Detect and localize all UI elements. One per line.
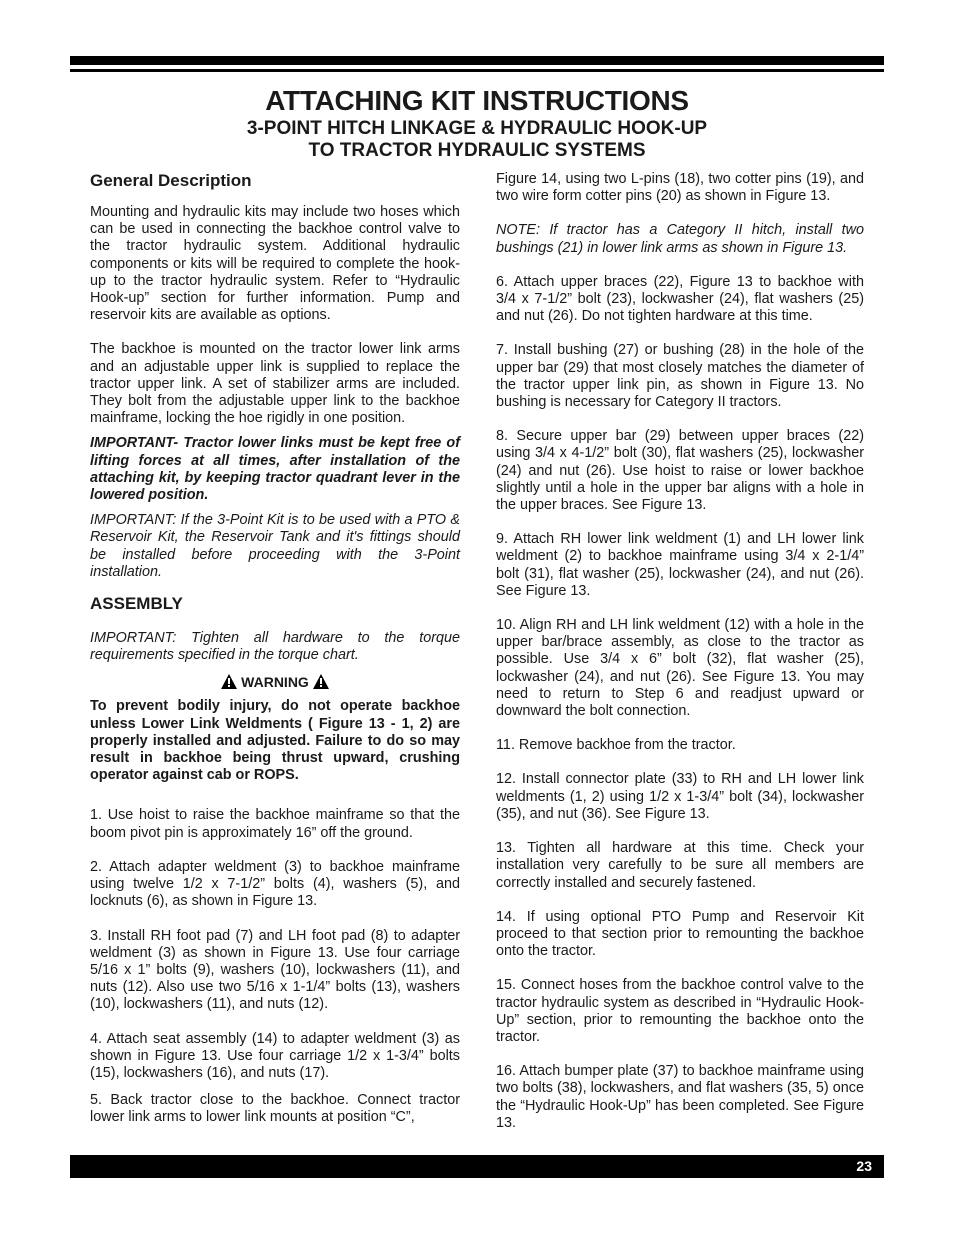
important-lower-links: IMPORTANT- Tractor lower links must be kept free of lifting forces at all times, after installation of the attaching kit, by keeping tractor quadrant lever in the lowered position. (90, 435, 460, 504)
step-12: 12. Install connector plate (33) to RH and LH lower link weldments (1, 2) using 1/2 x 1-3/4” bolt (34), lockwasher (35), and nut (36). See Figure 13. (496, 771, 864, 822)
step-4: 4. Attach seat assembly (14) to adapter weldment (3) as shown in Figure 13. Use four carriage 1/2 x 1-3/4” bolts (15), lockwashers (16), and nuts (17). (90, 1030, 460, 1081)
important-pto-kit: IMPORTANT: If the 3-Point Kit is to be used with a PTO & Reservoir Kit, the Reservoir Tank and it's fittings should be installed before proceeding with the 3-Point installation. (90, 512, 460, 580)
step-10: 10. Align RH and LH link weldment (12) with a hole in the upper bar/brace assembly, as close to the tractor as possible. Use 3/4 x 6” bolt (32), flat washer (25), lockwasher (24), and nut (26). See Figure 13. You may need to return to Step 6 and readjust upward or downward the bolt connection. (496, 617, 864, 720)
step-1: 1. Use hoist to raise the backhoe mainframe so that the boom pivot pin is approximately 16” off the ground. (90, 807, 460, 841)
step-14: 14. If using optional PTO Pump and Reservoir Kit proceed to that section prior to remounting the backhoe onto the tractor. (496, 908, 864, 960)
important-torque: IMPORTANT: Tighten all hardware to the torque requirements specified in the torque chart. (90, 630, 460, 664)
assembly-heading: ASSEMBLY (90, 594, 183, 614)
paragraph-hoses: Mounting and hydraulic kits may include two hoses which can be used in connecting the backhoe control valve to the tractor hydraulic system. Additional hydraulic components or kits will be required to complete the hook-up to the tractor hydraulic system. Refer to “Hydraulic Hook-up” section for further information. Pump and reservoir kits are available as options. (90, 204, 460, 324)
top-rule (70, 56, 884, 65)
step-13: 13. Tighten all hardware at this time. Check your installation very carefully to be sure all members are correctly installed and securely fastened. (496, 840, 864, 891)
left-column (90, 170, 460, 1144)
warning-text: To prevent bodily injury, do not operate backhoe unless Lower Link Weldments ( Figure 13 - 1, 2) are properly installed and adjusted. Failure to do so may result in backhoe being thrust upward, crushing operator against cab or ROPS. (90, 698, 460, 784)
page-title: ATTACHING KIT INSTRUCTIONS (265, 85, 689, 116)
warning-banner (90, 672, 460, 694)
step-6: 6. Attach upper braces (22), Figure 13 to backhoe with 3/4 x 7-1/2” bolt (23), lockwasher (24), flat washers (25) and nut (26). Do not tighten hardware at this time. (496, 273, 864, 325)
step-11: 11. Remove backhoe from the tractor. (496, 737, 736, 754)
step-5-continued: Figure 14, using two L-pins (18), two cotter pins (19), and two wire form cotter pins (20) as shown in Figure 13. (496, 171, 864, 205)
warning-triangle-icon (313, 674, 329, 694)
right-column (496, 171, 864, 1149)
step-9: 9. Attach RH lower link weldment (1) and LH lower link weldment (2) to backhoe mainframe using 3/4 x 2-1/4” bolt (31), flat washer (25), lockwasher (24), and nut (26). See Figure 13. (496, 531, 864, 599)
step-2: 2. Attach adapter weldment (3) to backhoe mainframe using twelve 1/2 x 7-1/2” bolts (4), washers (5), and locknuts (6), as shown in Figure 13. (90, 858, 460, 910)
step-15: 15. Connect hoses from the backhoe control valve to the tractor hydraulic system as described in “Hydraulic Hook-Up” section, prior to remounting the backhoe onto the tractor. (496, 977, 864, 1045)
page-subtitle-line2: TO TRACTOR HYDRAULIC SYSTEMS (308, 140, 646, 161)
step-16: 16. Attach bumper plate (37) to backhoe mainframe using two bolts (38), lockwashers, and flat washers (35, 5) once the “Hydraulic Hook-Up” has been completed. See Figure 13. (496, 1063, 864, 1131)
footer-bar (70, 1155, 884, 1178)
warning-label: WARNING (241, 674, 309, 691)
page-header (70, 84, 884, 162)
step-8: 8. Secure upper bar (29) between upper braces (22) using 3/4 x 4-1/2” bolt (30), flat washers (25), lockwasher (24) and nut (26). Use hoist to raise or lower backhoe slightly until a hole in the upper bar aligns with a hole in the upper braces. See Figure 13. (496, 428, 864, 514)
warning-triangle-icon (221, 674, 237, 694)
page-subtitle-line1: 3-POINT HITCH LINKAGE & HYDRAULIC HOOK-UP (246, 118, 708, 139)
general-description-heading: General Description (90, 171, 252, 190)
step-7: 7. Install bushing (27) or bushing (28) in the hole of the upper bar (29) that most closely matches the diameter of the tractor upper link pin, as shown in Figure 13. No bushing is necessary for Category II tractors. (496, 342, 864, 411)
note-category-ii: NOTE: If tractor has a Category II hitch, install two bushings (21) in lower link arms as shown in Figure 13. (496, 222, 864, 256)
top-rule-thin (70, 69, 884, 72)
paragraph-mounting: The backhoe is mounted on the tractor lower link arms and an adjustable upper link is supplied to replace the tractor upper link. A set of stabilizer arms are included. They bolt from the adjustable upper link to the backhoe mainframe, locking the hoe rigidly in one position. (90, 341, 460, 427)
step-5: 5. Back tractor close to the backhoe. Connect tractor lower link arms to lower link mounts at position “C”, (90, 1092, 460, 1126)
page-number: 23 (856, 1158, 872, 1174)
step-3: 3. Install RH foot pad (7) and LH foot pad (8) to adapter weldment (3) as shown in Figure 13. Use four carriage 5/16 x 1” bolts (9), washers (10), lockwashers (11), and nuts (12). Also use two 5/16 x 1-1/4” bolts (13), washers (10), lockwashers (11), and nuts (12). (90, 927, 460, 1013)
